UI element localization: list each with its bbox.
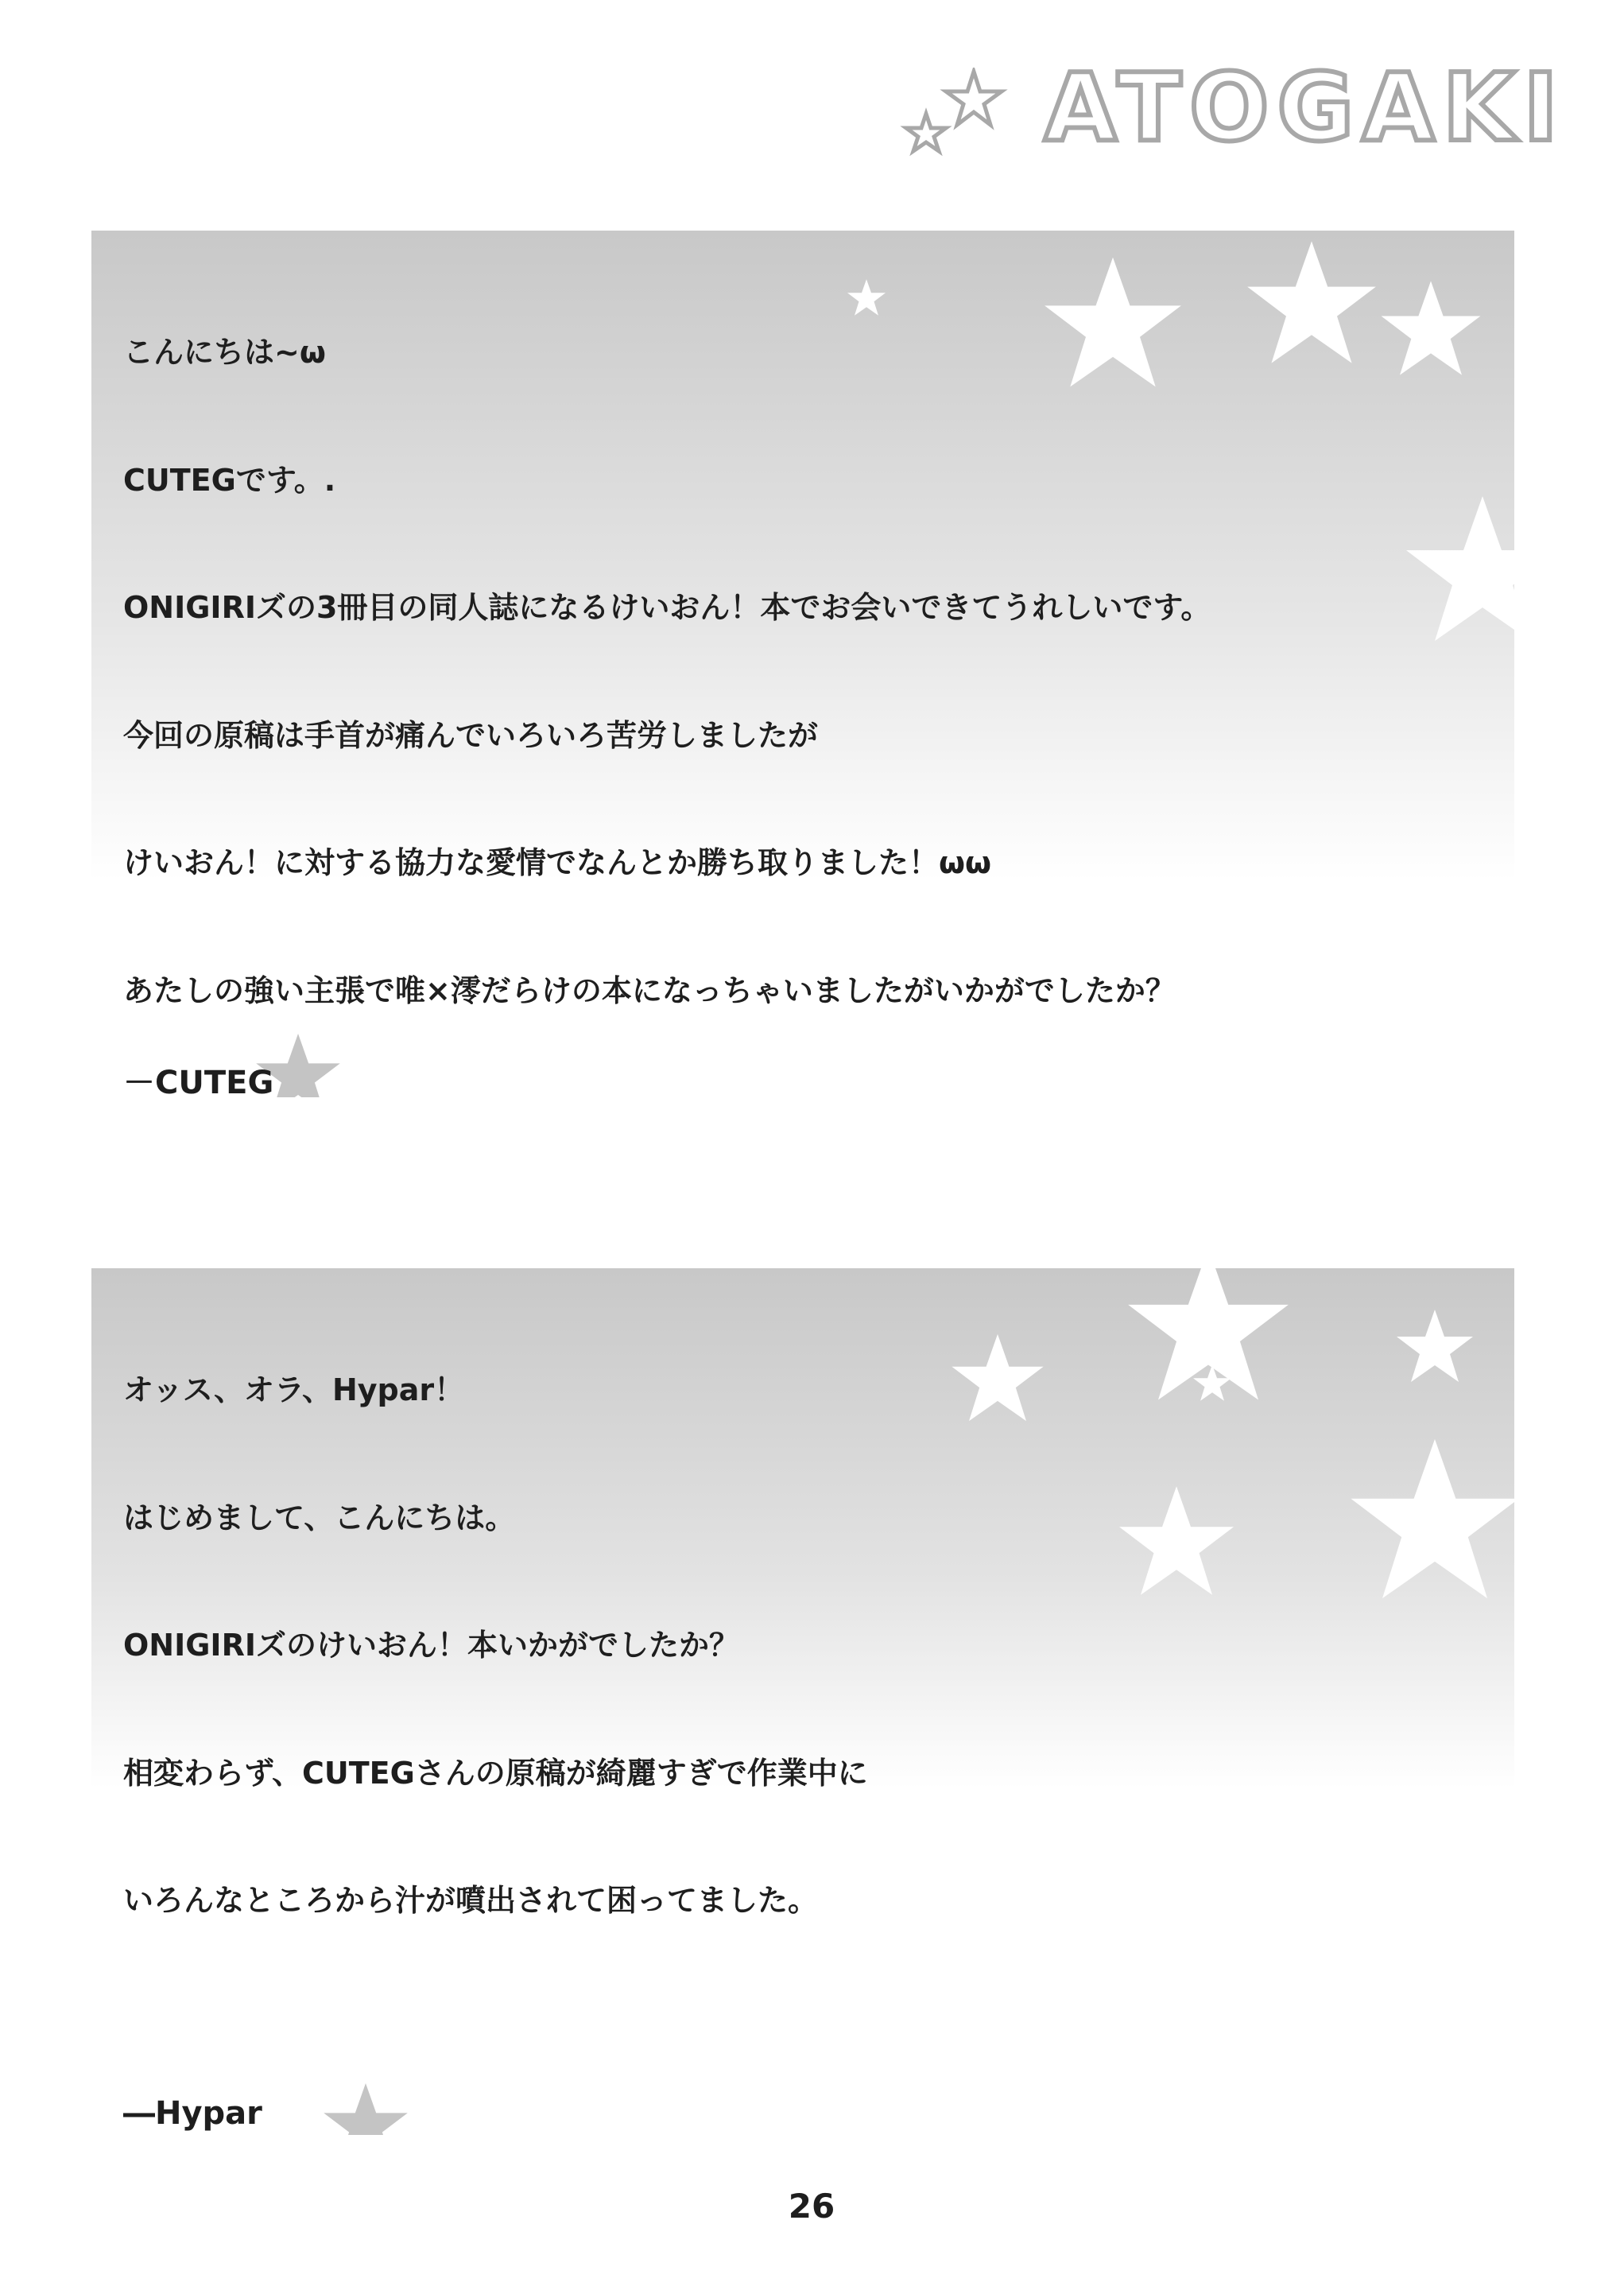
text-line: こんにちは~ω [123,335,326,370]
afterword-panel-hypar [91,1268,1514,2135]
text-line: けいおん！に対する協力な愛情でなんとか勝ち取りました！ωω [123,845,992,880]
text-line [123,2008,1490,2051]
text-line: ONIGIRIズのけいおん！本いかがでしたか？ [123,1628,739,1663]
signature-star-icon [322,2079,409,2135]
afterword-text-hypar [123,1284,1490,2135]
page-number: 26 [788,2187,835,2226]
text-line: あたしの強い主張で唯×澪だらけの本になっちゃいましたがいかがでしたか？ [123,972,1176,1008]
afterword-panel-cuteg [91,231,1514,1097]
text-line: はじめまして、こんにちは。 [123,1500,516,1535]
text-line: ONIGIRIズの3冊目の同人誌になるけいおん！本でお会いできてうれしいです。 [123,590,1211,625]
afterword-text-cuteg [123,246,1490,1097]
signature-cuteg: －CUTEG [123,1065,274,1097]
text-line: オッス、オラ、Hypar！ [123,1372,465,1407]
text-line: 今回の原稿は手首が痛んでいろいろ苦労しましたが [123,717,819,753]
text-line: CUTEGです。. [123,462,336,498]
title-stars-icon [898,68,1010,163]
signature-hypar: ―Hypar [123,2095,262,2132]
text-line: いろんなところから汁が噴出されて困ってました。 [123,1883,819,1918]
page-title: ATOGAKI [1044,52,1566,162]
text-line: 相変わらず、CUTEGさんの原稿が綺麗すぎで作業中に [123,1755,868,1791]
